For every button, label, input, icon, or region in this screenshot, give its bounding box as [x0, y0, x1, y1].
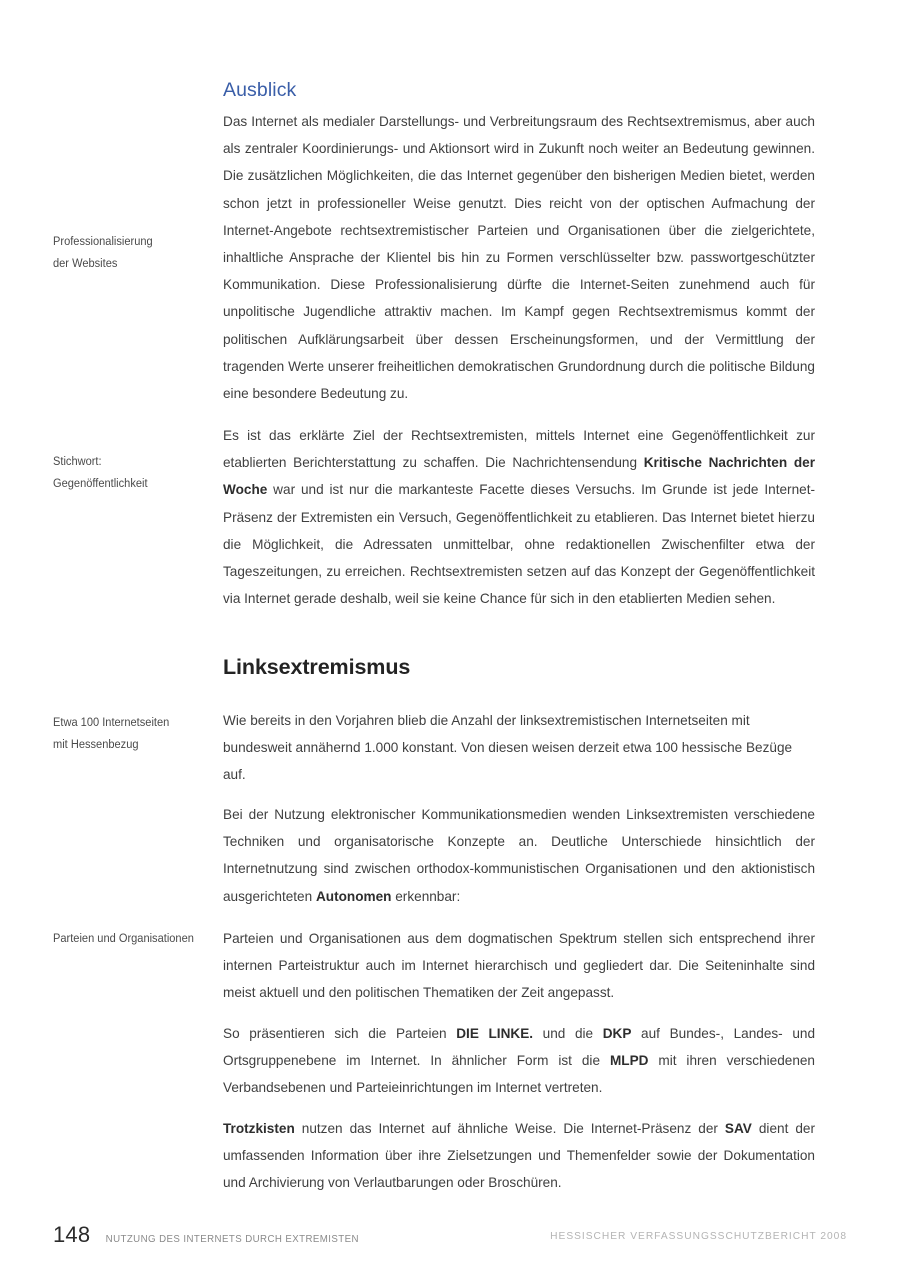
- bold-dkp: DKP: [602, 1026, 632, 1041]
- paragraph-ausblick-1: [223, 108, 815, 407]
- text-run: So präsentieren sich die Parteien: [223, 1026, 457, 1041]
- margin-note-line: Etwa 100 Internetseiten: [53, 715, 170, 729]
- bold-trotzkisten: Trotzkisten: [223, 1121, 295, 1136]
- margin-note-line: Stichwort:: [53, 454, 102, 468]
- paragraph-text: [223, 1115, 815, 1197]
- text-run: nutzen das Internet auf ähnliche Weise. Die Internet-Präsenz der: [294, 1121, 725, 1136]
- footer-chapter-title: NUTZUNG DES INTERNETS DURCH EXTREMISTEN: [105, 1234, 360, 1245]
- paragraph-text: Parteien und Organisationen aus dem dogmatischen Spektrum stellen sich entsprechend ihrer internen Parteistruktur auch im Internet hierarchisch und gegliedert dar. Die Seiteninhalte sind meist aktuell und den politischen Thematiken der Zeit angepasst.: [223, 931, 815, 1001]
- page-footer: [53, 1222, 847, 1248]
- margin-note-stichwort: [53, 450, 213, 494]
- paragraph-text: Das Internet als medialer Darstellungs- und Verbreitungsraum des Rechtsextremismus, aber auch als zentraler Koordinierungs- und Aktionsort wird in Zukunft noch weiter an Bedeutung gewinnen. Die zusätzlichen Möglichkeiten, die das Internet gegenüber den bisherigen Medien bietet, werden schon jetzt in professioneller Weise genutzt. Dies reicht von der optischen Aufmachung der Internet-Angebote rechtsextremistischer Parteien und Organisationen über die zielgerichtete, inhaltliche Ansprache der Klientel bis hin zu Formen verschlüsselter bzw. passwortgeschützter Kommunikation. Diese Professionalisierung dürfte die Internet-Seiten zunehmend auch für unpolitische Jugendliche attraktiv machen. Im Kampf gegen Rechtsextremismus kommt der politischen Aufklärungsarbeit über dessen Erscheinungsformen, und der Vermittlung der tragenden Werte unserer freiheitlichen demokratischen Grundordnung durch die politische Bildung eine besondere Bedeutung zu.: [223, 114, 815, 402]
- margin-note-parteien: [53, 927, 228, 949]
- page-number: 148: [53, 1222, 91, 1247]
- text-run: erkennbar:: [391, 888, 461, 904]
- paragraph-linksextremismus-3: [223, 925, 815, 1007]
- margin-note-internetseiten: [53, 711, 213, 755]
- bold-sav: SAV: [724, 1121, 752, 1136]
- heading-linksextremismus: Linksextremismus: [223, 655, 411, 679]
- text-run: und die: [533, 1026, 603, 1041]
- text-run: mit ihren verschiedenen Verbandsebenen und Parteieinrichtungen im Internet vertreten.: [223, 1053, 815, 1096]
- text-run: Bei der Nutzung elektronischer Kommunikationsmedien wenden Linksextremisten verschiedene Techniken und organisatorische Konzepte an. Deutliche Unterschiede hinsichtlich der Internetnutzung sind zwischen orthodox-kommunistischen Organisationen und den aktionistisch ausgerichteten: [223, 807, 815, 904]
- paragraph-text: [223, 801, 815, 910]
- bold-autonomen: Autonomen: [315, 888, 392, 904]
- paragraph-text: Wie bereits in den Vorjahren blieb die Anzahl der linksextremistischen Internetseiten mit bundesweit annähernd 1.000 konstant. Von diesen weisen derzeit etwa 100 hessische Bezüge auf.: [223, 713, 793, 783]
- paragraph-gegenoeffentlichkeit: [223, 422, 815, 612]
- margin-note-professionalisierung: [53, 230, 213, 274]
- margin-note-line: Gegenöffentlichkeit: [53, 476, 148, 490]
- margin-note-line: mit Hessenbezug: [53, 737, 139, 751]
- bold-die-linke: DIE LINKE.: [456, 1026, 534, 1041]
- footer-left-group: [53, 1222, 366, 1248]
- text-run: war und ist nur die markanteste Facette dieses Versuchs. Im Grunde ist jede Internet-Präsenz der Extremisten ein Versuch, Gegenöffentlichkeit zu etablieren. Das Internet bietet hierzu die Möglichkeit, die Adressaten unmittelbar, ohne redaktionellen Zwischenfilter etwa der Tageszeitungen, zu erreichen. Rechtsextremisten setzen auf das Konzept der Gegenöffentlichkeit via Internet gerade deshalb, weil sie keine Chance für sich in den etablierten Medien sehen.: [223, 482, 815, 607]
- paragraph-linksextremismus-1: [223, 707, 815, 789]
- text-run: dient der umfassenden Information über ihre Zielsetzungen und Themenfelder sowie der Dokumentation und Archivierung von Verlautbarungen oder Broschüren.: [223, 1121, 815, 1191]
- paragraph-text: [223, 1020, 815, 1102]
- paragraph-linksextremismus-4: [223, 1020, 815, 1102]
- paragraph-linksextremismus-2: [223, 801, 815, 910]
- text-run: Es ist das erklärte Ziel der Rechtsextremisten, mittels Internet eine Gegenöffentlichkeit zur etablierten Berichterstattung zu schaffen. Die Nachrichtensendung: [223, 428, 815, 471]
- paragraph-text: [223, 422, 815, 612]
- bold-mlpd: MLPD: [609, 1053, 649, 1069]
- bold-kritische-nachrichten: Kritische Nachrichten der Woche: [223, 455, 815, 498]
- section-ausblick-heading: [223, 80, 815, 101]
- heading-ausblick: Ausblick: [223, 79, 297, 101]
- margin-note-line: der Websites: [53, 256, 118, 270]
- paragraph-linksextremismus-5: [223, 1115, 815, 1197]
- text-run: auf Bundes-, Landes- und Ortsgruppenebene im Internet. In ähnlicher Form ist die: [223, 1026, 816, 1069]
- section-linksextremismus-heading: [223, 656, 815, 680]
- footer-report-title: HESSISCHER VERFASSUNGSSCHUTZBERICHT 2008: [550, 1231, 847, 1242]
- margin-note-line: Professionalisierung: [53, 234, 153, 248]
- margin-note-line: Parteien und Organisationen: [53, 931, 194, 945]
